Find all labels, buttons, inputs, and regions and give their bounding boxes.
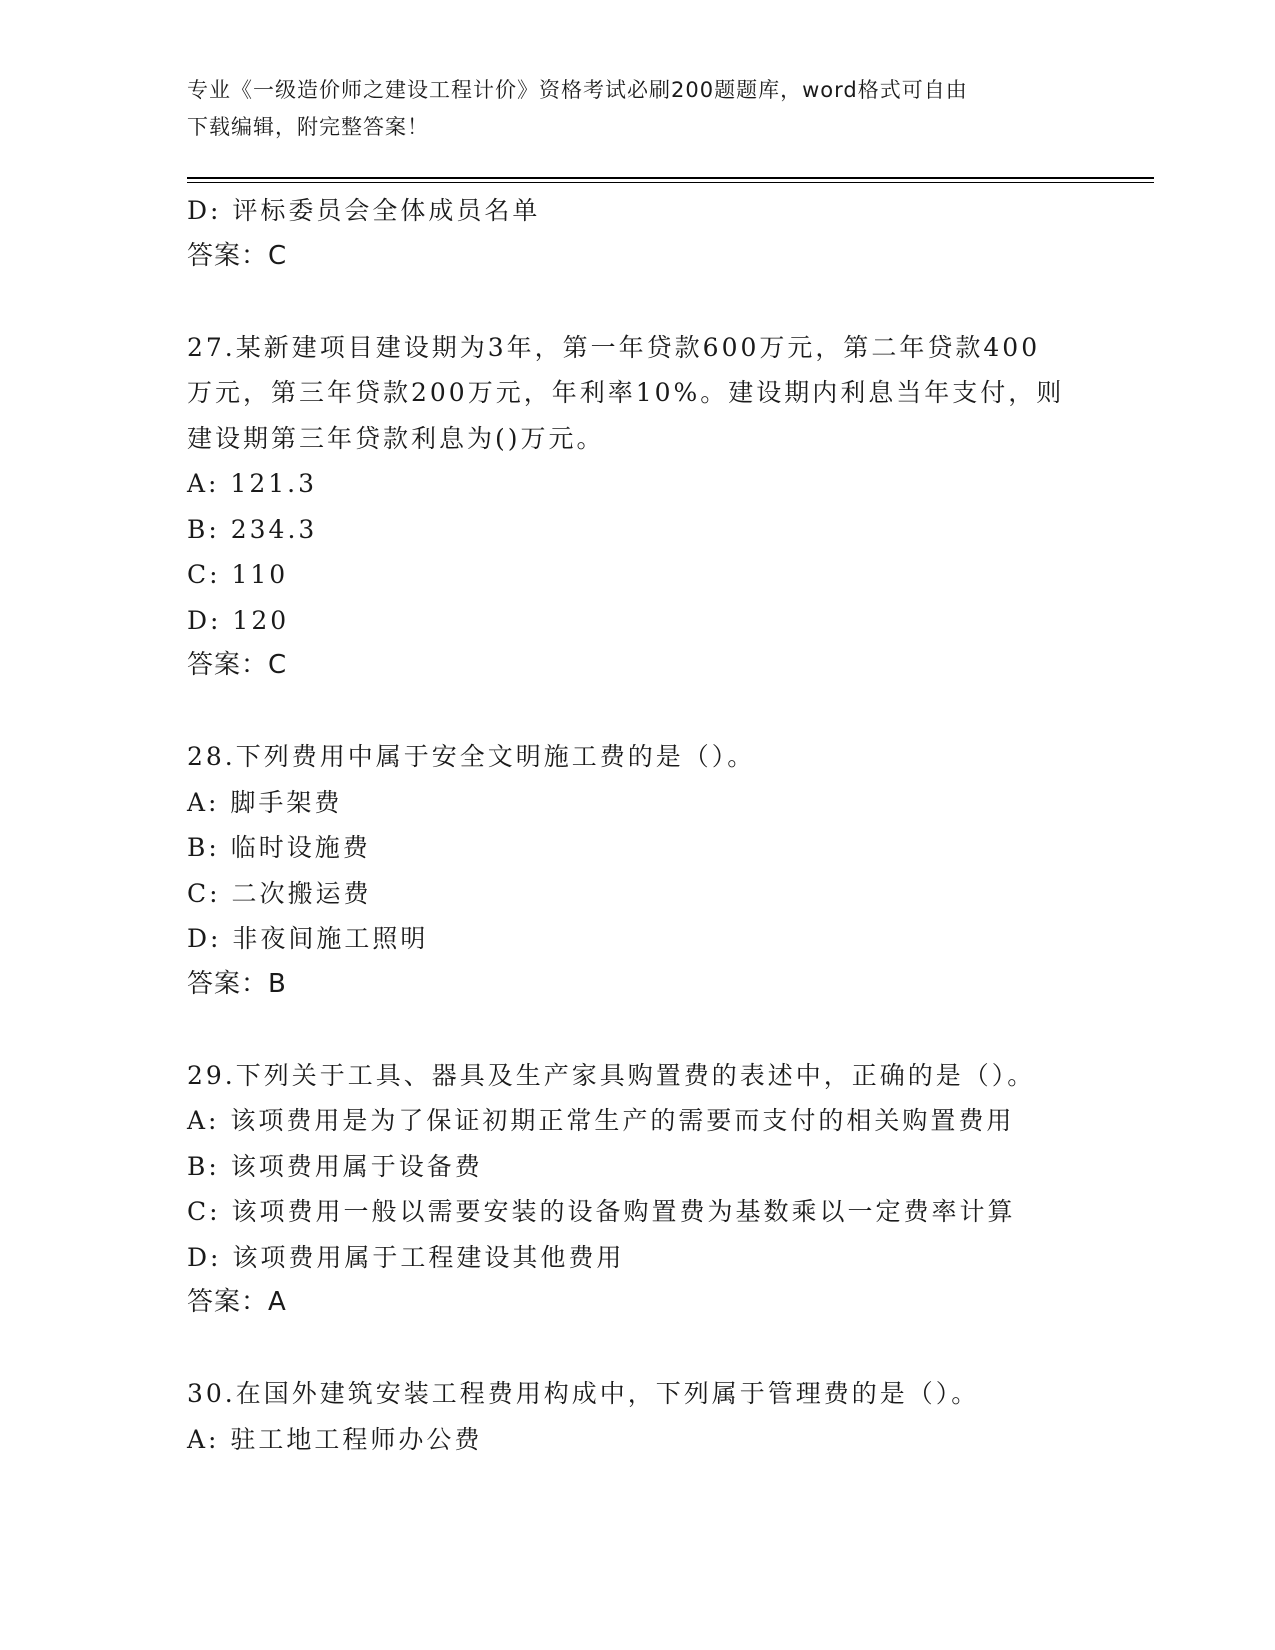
option-b: B: 临时设施费 <box>187 833 371 862</box>
header-line-1: 专业《一级造价师之建设工程计价》资格考试必刷200题题库，word格式可自由 <box>187 78 968 102</box>
option-d: D: 评标委员会全体成员名单 <box>187 196 541 225</box>
option-d: D: 该项费用属于工程建设其他费用 <box>187 1242 625 1272</box>
option-a: A: 脚手架费 <box>187 787 343 817</box>
option-c: C: 该项费用一般以需要安装的设备购置费为基数乘以一定费率计算 <box>187 1197 1016 1226</box>
question-27 <box>187 325 1087 689</box>
option-b: B: 234.3 <box>187 514 318 544</box>
question-stem-line: 27.某新建项目建设期为3年，第一年贷款600万元，第二年贷款400 <box>187 332 1041 362</box>
answer: 答案：A <box>187 1287 287 1317</box>
question-stem-line: 建设期第三年贷款利息为()万元。 <box>187 423 605 453</box>
option-b: B: 该项费用属于设备费 <box>187 1151 483 1181</box>
header-divider-thick <box>187 177 1154 179</box>
question-28 <box>187 734 1087 1007</box>
answer: 答案：B <box>187 968 287 999</box>
spacer <box>187 1007 1087 1053</box>
option-a: A: 驻工地工程师办公费 <box>187 1424 483 1454</box>
option-d: D: 非夜间施工照明 <box>187 924 429 953</box>
header-line-2: 下载编辑，附完整答案！ <box>187 115 429 139</box>
option-a: A: 该项费用是为了保证初期正常生产的需要而支付的相关购置费用 <box>187 1106 1015 1135</box>
question-stem-line: 29.下列关于工具、器具及生产家具购置费的表述中，正确的是（）。 <box>187 1060 1036 1090</box>
spacer <box>187 279 1087 325</box>
question-stem-line: 28.下列费用中属于安全文明施工费的是（）。 <box>187 742 756 771</box>
question-stem-line: 万元，第三年贷款200万元，年利率10%。建设期内利息当年支付，则 <box>187 378 1065 407</box>
document-header <box>187 72 1067 146</box>
question-content <box>187 188 1087 1462</box>
question-stem-line: 30.在国外建筑安装工程费用构成中，下列属于管理费的是（）。 <box>187 1379 980 1408</box>
option-a: A: 121.3 <box>187 469 317 498</box>
option-c: C: 二次搬运费 <box>187 878 372 908</box>
answer: 答案：C <box>187 240 288 271</box>
spacer <box>187 689 1087 735</box>
spacer <box>187 1326 1087 1372</box>
answer: 答案：C <box>187 650 288 680</box>
header-divider-thin <box>187 182 1154 183</box>
question-30 <box>187 1371 1087 1462</box>
question-29 <box>187 1053 1087 1326</box>
option-d: D: 120 <box>187 605 290 635</box>
option-c: C: 110 <box>187 560 289 589</box>
